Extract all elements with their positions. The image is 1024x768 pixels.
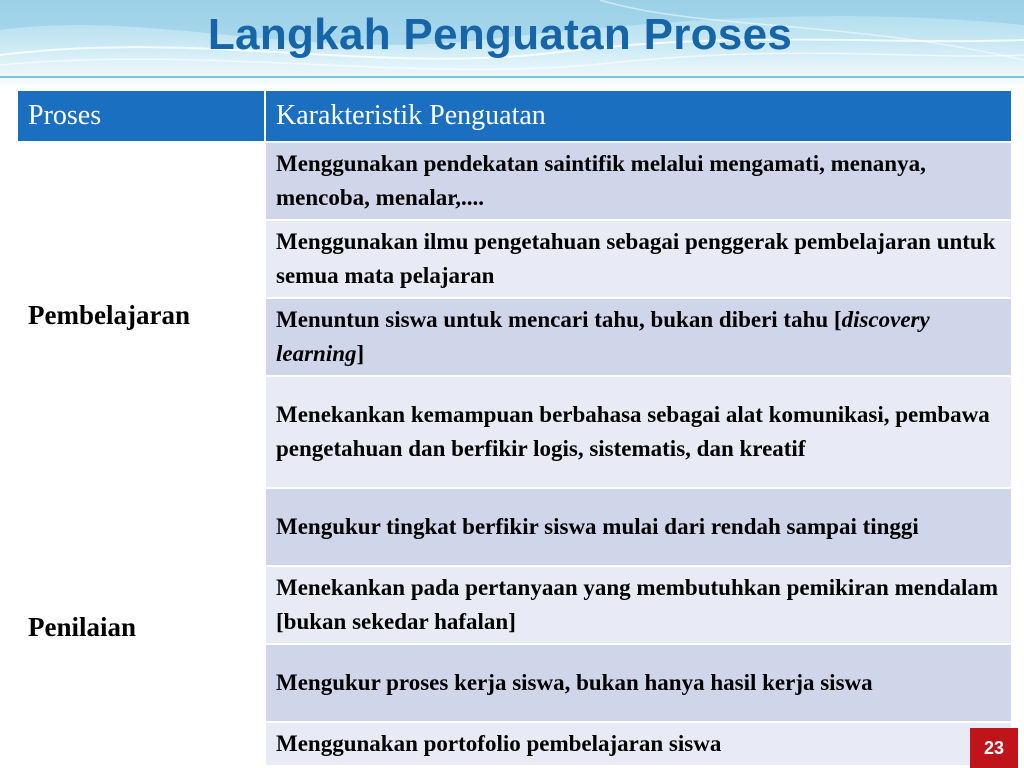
characteristic-text: Menuntun siswa untuk mencari tahu, bukan diberi tahu [ bbox=[276, 307, 842, 332]
characteristic-cell bbox=[265, 298, 1012, 376]
table-row bbox=[17, 142, 1012, 220]
page-number-badge: 23 bbox=[970, 728, 1018, 768]
characteristic-cell: Menggunakan pendekatan saintifik melalui mengamati, menanya, mencoba, menalar,.... bbox=[265, 142, 1012, 220]
process-cell-pembelajaran: Pembelajaran bbox=[17, 142, 265, 488]
characteristic-cell: Mengukur tingkat berfikir siswa mulai dari rendah sampai tinggi bbox=[265, 488, 1012, 566]
table-row bbox=[17, 488, 1012, 566]
characteristic-cell: Mengukur proses kerja siswa, bukan hanya hasil kerja siswa bbox=[265, 644, 1012, 722]
characteristic-text-end: ] bbox=[356, 341, 365, 366]
table-header-row bbox=[17, 90, 1012, 142]
header-karakteristik: Karakteristik Penguatan bbox=[265, 90, 1012, 142]
characteristic-cell: Menekankan kemampuan berbahasa sebagai alat komunikasi, pembawa pengetahuan dan berfikir logis, sistematis, dan kreatif bbox=[265, 376, 1012, 488]
characteristic-cell: Menekankan pada pertanyaan yang membutuhkan pemikiran mendalam [bukan sekedar hafalan] bbox=[265, 566, 1012, 644]
characteristic-cell: Menggunakan ilmu pengetahuan sebagai penggerak pembelajaran untuk semua mata pelajaran bbox=[265, 220, 1012, 298]
header-proses: Proses bbox=[17, 90, 265, 142]
strengthening-table bbox=[16, 89, 1013, 767]
discovery-learning-term: discovery learning bbox=[276, 307, 930, 366]
characteristic-cell: Menggunakan portofolio pembelajaran siswa bbox=[265, 722, 1012, 766]
process-cell-penilaian: Penilaian bbox=[17, 488, 265, 766]
title-divider bbox=[0, 76, 1024, 78]
slide-title: Langkah Penguatan Proses bbox=[207, 10, 793, 59]
